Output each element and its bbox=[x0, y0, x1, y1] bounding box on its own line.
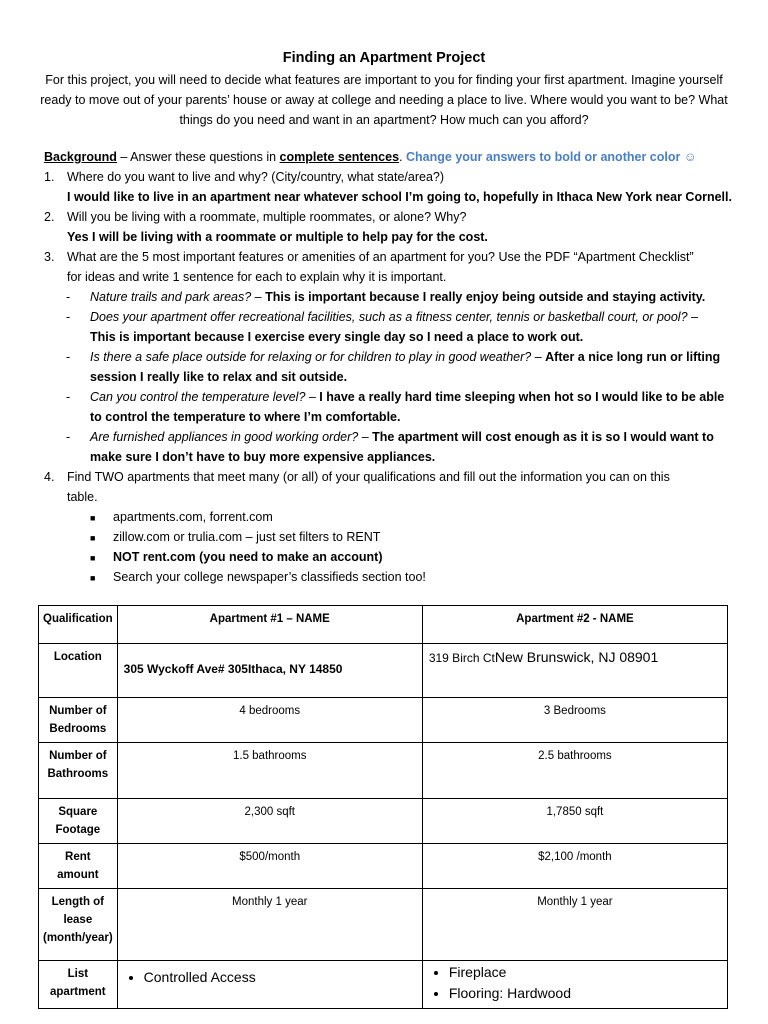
site-suggestion: zillow.com or trulia.com – just set filters to RENT bbox=[113, 530, 381, 544]
list-apartment-2 bbox=[422, 961, 727, 1009]
square-bullet-icon: ■ bbox=[90, 533, 96, 543]
feature-item: • Flooring: Hardwood bbox=[449, 983, 723, 1004]
cell-apartment-2: $2,100 /month bbox=[422, 844, 727, 889]
site-suggestion: Search your college newspaper’s classifieds section too! bbox=[113, 570, 426, 584]
q3-item bbox=[90, 389, 724, 405]
table-row bbox=[39, 844, 728, 889]
square-bullet-icon: ■ bbox=[90, 573, 96, 583]
cell-apartment-1: 1.5 bathrooms bbox=[117, 743, 422, 799]
table-row bbox=[39, 889, 728, 961]
q2-question: Will you be living with a roommate, multiple roommates, or alone? Why? bbox=[67, 210, 467, 224]
table-row bbox=[39, 961, 728, 1009]
location-apartment-2-cell bbox=[422, 644, 727, 698]
q3-question-line2: for ideas and write 1 sentence for each to explain why it is important. bbox=[67, 270, 447, 284]
background-note: Change your answers to bold or another color ☺ bbox=[402, 150, 697, 164]
cell-apartment-2: Monthly 1 year bbox=[422, 889, 727, 961]
q3-item-prompt: Nature trails and park areas? – bbox=[90, 290, 266, 304]
dash-marker: - bbox=[66, 390, 71, 404]
list-apartment-1 bbox=[117, 961, 422, 1009]
table-header-row bbox=[39, 606, 728, 644]
intro-paragraph: For this project, you will need to decide what features are important to you for finding your first apartment. Imagine yourself ready to move out of your parents’ house or away at college and needing a place to live. Where would you want to be? What things do you need and want in an apartment? How much can you afford? bbox=[40, 73, 728, 127]
q3-item-answer: The apartment will cost enough as it is so I would want to bbox=[372, 430, 714, 444]
q3-item-prompt: Is there a safe place outside for relaxing or for children to play in good weather? – bbox=[90, 350, 546, 364]
q1-answer: I would like to live in an apartment near whatever school I’m going to, hopefully in Ithaca New York near Cornell. bbox=[67, 190, 732, 204]
q3-item-prompt: Are furnished appliances in good working order? – bbox=[90, 430, 373, 444]
square-bullet-icon: ■ bbox=[90, 513, 96, 523]
q3-item-prompt: Does your apartment offer recreational facilities, such as a fitness center, tennis or basketball court, or pool? – bbox=[90, 310, 698, 324]
header-apartment-1: Apartment #1 – NAME bbox=[117, 606, 422, 644]
cell-apartment-1: 2,300 sqft bbox=[117, 799, 422, 844]
dash-marker: - bbox=[66, 310, 71, 324]
row-label: Number of Bathrooms bbox=[39, 743, 118, 799]
q3-item-answer: After a nice long run or lifting bbox=[545, 350, 721, 364]
background-period: . bbox=[399, 150, 403, 164]
q3-item-continuation: make sure I don’t have to buy more expensive appliances. bbox=[90, 450, 436, 464]
cell-apartment-1: $500/month bbox=[117, 844, 422, 889]
row-label: Rent amount bbox=[39, 844, 118, 889]
q3-question-line1: What are the 5 most important features or amenities of an apartment for you? Use the PDF “Apartment Checklist” bbox=[67, 250, 694, 264]
q3-item bbox=[90, 349, 720, 365]
location-apartment-2-city: New Brunswick, NJ 08901 bbox=[494, 649, 659, 665]
q1-number: 1. bbox=[44, 170, 55, 184]
q2-number: 2. bbox=[44, 210, 55, 224]
feature-list-2 bbox=[427, 962, 723, 1004]
row-label: List apartment bbox=[39, 961, 118, 1009]
cell-apartment-2: 1,7850 sqft bbox=[422, 799, 727, 844]
location-apartment-2-street: 319 Birch Ct bbox=[428, 651, 495, 665]
background-heading: Background bbox=[44, 150, 117, 164]
background-lead: – Answer these questions in bbox=[116, 150, 280, 164]
q3-item bbox=[90, 429, 714, 445]
row-label: Length of lease (month/year) bbox=[39, 889, 118, 961]
site-suggestion: apartments.com, forrent.com bbox=[113, 510, 273, 524]
q3-item-prompt: Can you control the temperature level? – bbox=[90, 390, 320, 404]
complete-sentences-text: complete sentences bbox=[279, 150, 400, 164]
location-apartment-1: 305 Wyckoff Ave# 305Ithaca, NY 14850 bbox=[123, 662, 343, 676]
q3-item bbox=[90, 289, 705, 305]
table-row bbox=[39, 799, 728, 844]
background-line bbox=[44, 149, 697, 165]
q3-item bbox=[90, 309, 698, 325]
table-row bbox=[39, 743, 728, 799]
table-row bbox=[39, 644, 728, 698]
table-row bbox=[39, 698, 728, 743]
cell-apartment-1: 4 bedrooms bbox=[117, 698, 422, 743]
row-label: Number of Bedrooms bbox=[39, 698, 118, 743]
site-suggestion: NOT rent.com (you need to make an account) bbox=[113, 550, 383, 564]
feature-item: • Controlled Access bbox=[144, 967, 418, 988]
feature-item: • Fireplace bbox=[449, 962, 723, 983]
q3-number: 3. bbox=[44, 250, 55, 264]
cell-apartment-2: 3 Bedrooms bbox=[422, 698, 727, 743]
q3-item-answer: I have a really hard time sleeping when hot so I would like to be able bbox=[319, 390, 725, 404]
q3-item-continuation: to control the temperature to where I’m comfortable. bbox=[90, 410, 401, 424]
dash-marker: - bbox=[66, 290, 71, 304]
row-label: Square Footage bbox=[39, 799, 118, 844]
q1-question: Where do you want to live and why? (City/country, what state/area?) bbox=[67, 170, 445, 184]
header-qualification: Qualification bbox=[39, 606, 118, 644]
q2-answer: Yes I will be living with a roommate or multiple to help pay for the cost. bbox=[67, 230, 488, 244]
q3-item-continuation: This is important because I exercise every single day so I need a place to work out. bbox=[90, 330, 584, 344]
q3-item-continuation: session I really like to relax and sit outside. bbox=[90, 370, 348, 384]
q4-question-line2: table. bbox=[67, 490, 98, 504]
cell-apartment-1: Monthly 1 year bbox=[117, 889, 422, 961]
location-apartment-1-cell bbox=[117, 644, 422, 698]
q3-item-answer: This is important because I really enjoy being outside and staying activity. bbox=[265, 290, 706, 304]
dash-marker: - bbox=[66, 350, 71, 364]
square-bullet-icon: ■ bbox=[90, 553, 96, 563]
q4-number: 4. bbox=[44, 470, 55, 484]
apartment-comparison-table bbox=[38, 605, 728, 1009]
feature-list-1 bbox=[122, 967, 418, 988]
cell-apartment-2: 2.5 bathrooms bbox=[422, 743, 727, 799]
page-title: Finding an Apartment Project bbox=[282, 50, 486, 66]
q4-question-line1: Find TWO apartments that meet many (or all) of your qualifications and fill out the information you can on this bbox=[67, 470, 670, 484]
dash-marker: - bbox=[66, 430, 71, 444]
row-label: Location bbox=[39, 644, 118, 698]
header-apartment-2: Apartment #2 - NAME bbox=[422, 606, 727, 644]
